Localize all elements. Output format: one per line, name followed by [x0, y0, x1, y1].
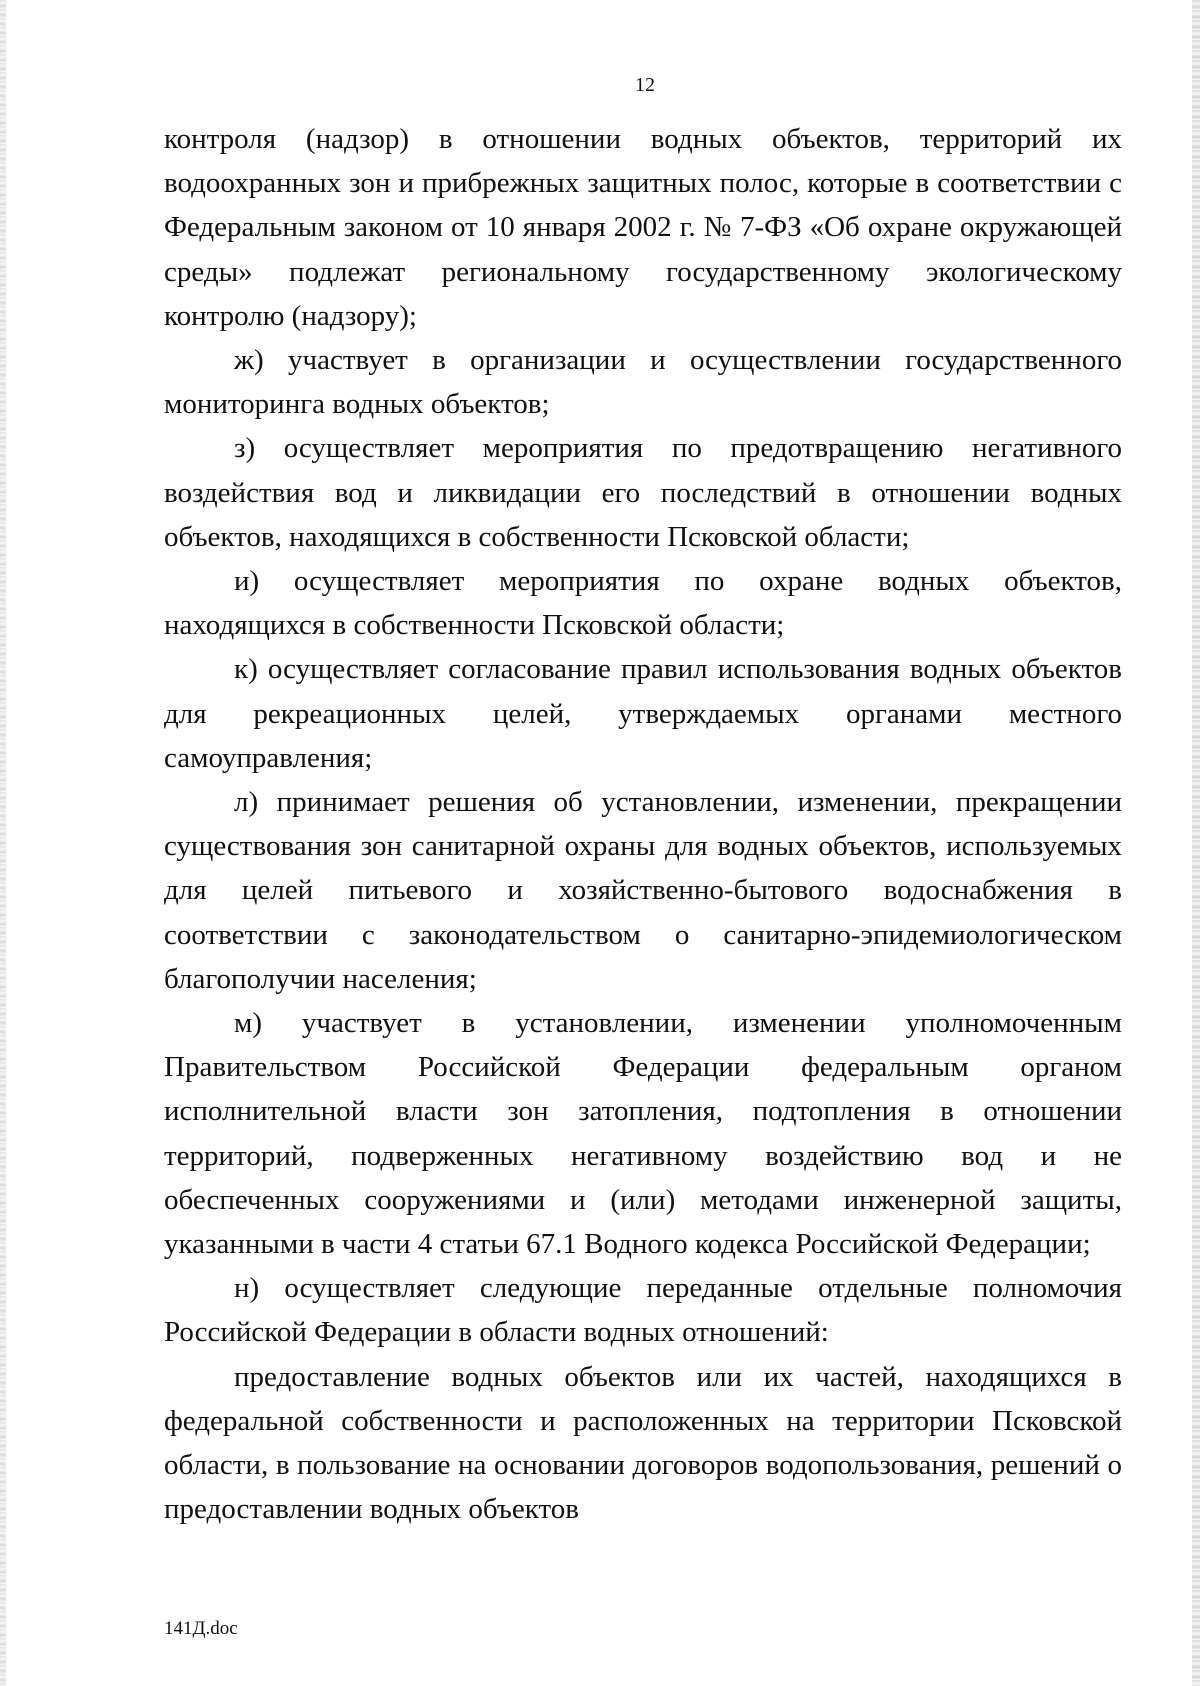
paragraph-item-k: к) осуществляет согласование правил использования водных объектов для рекреационных целей, утверждаемых органами местного самоуправления; [164, 653, 1122, 774]
paragraph-item-n: н) осуществляет следующие переданные отдельные полномочия Российской Федерации в области водных отношений: [164, 1272, 1122, 1349]
page-number: 12 [635, 74, 655, 96]
document-body [164, 117, 1122, 1532]
scan-edge-left [0, 0, 6, 1686]
paragraph-item-m: м) участвует в установлении, изменении уполномоченным Правительством Российской Федерации федеральным органом исполнительной власти зон затопления, подтопления в отношении территорий, подверженных негативному воздействию вод и не обеспеченных сооружениями и (или) методами инженерной защиты, указанными в части 4 статьи 67.1 Водного кодекса Российской Федерации; [164, 1007, 1122, 1261]
paragraph-item-zh: ж) участвует в организации и осуществлении государственного мониторинга водных объектов; [164, 344, 1122, 421]
footer-file-name: 141Д.doc [164, 1618, 238, 1639]
paragraph-item-i: и) осуществляет мероприятия по охране водных объектов, находящихся в собственности Псковской области; [164, 565, 1122, 642]
paragraph-continuation: контроля (надзор) в отношении водных объектов, территорий их водоохранных зон и прибрежных защитных полос, которые в соответствии с Федеральным законом от 10 января 2002 г. № 7-ФЗ «Об охране окружающей среды» подлежат региональному государственному экологическому контролю (надзору); [164, 123, 1122, 332]
paragraph-item-z: з) осуществляет мероприятия по предотвращению негативного воздействия вод и ликвидации его последствий в отношении водных объектов, находящихся в собственности Псковской области; [164, 432, 1122, 553]
scan-edge-right [1192, 0, 1200, 1686]
paragraph-subitem: предоставление водных объектов или их частей, находящихся в федеральной собственности и расположенных на территории Псковской области, в пользование на основании договоров водопользования, решений о предоставлении водных объектов [164, 1360, 1122, 1526]
paragraph-item-l: л) принимает решения об установлении, изменении, прекращении существования зон санитарной охраны для водных объектов, используемых для целей питьевого и хозяйственно-бытового водоснабжения в соответствии с законодательством о санитарно-эпидемиологическом благополучии населения; [164, 786, 1122, 995]
